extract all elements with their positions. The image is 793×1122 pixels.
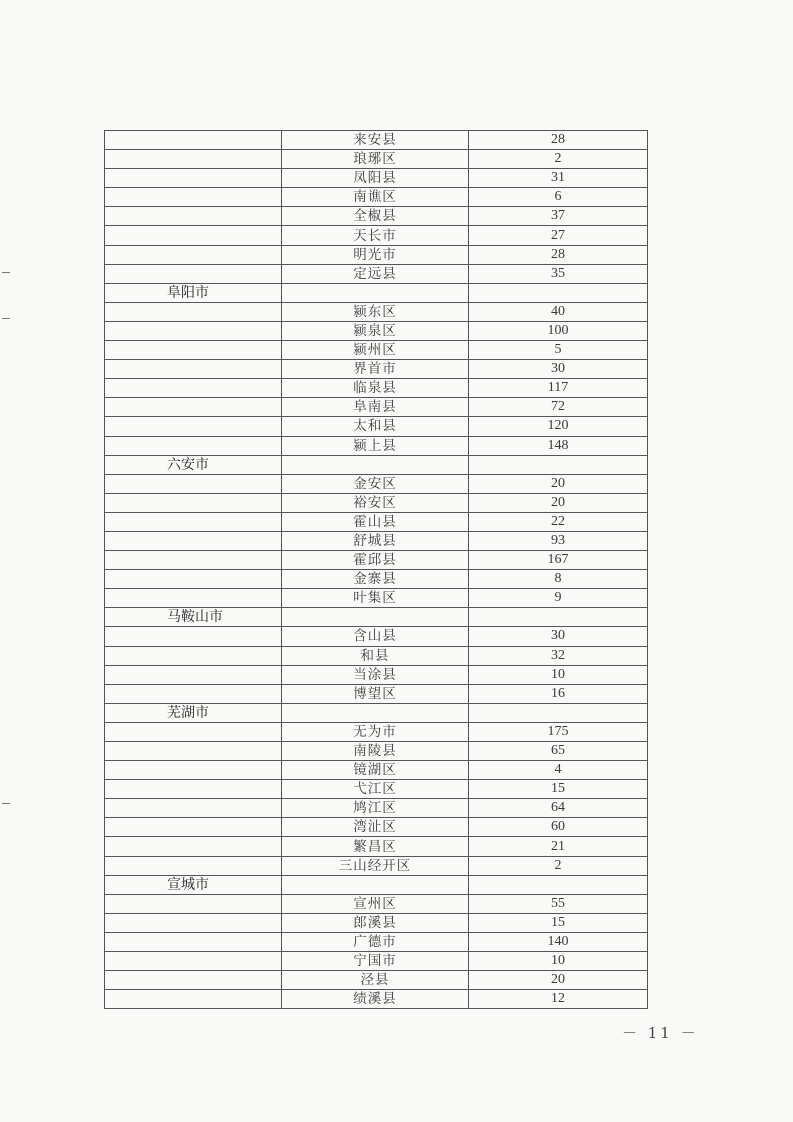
- value-cell: 9: [469, 589, 648, 608]
- table-row: [105, 818, 648, 837]
- county-cell: 阜南县: [282, 398, 469, 417]
- city-cell: [105, 379, 282, 398]
- table-row: [105, 188, 648, 207]
- value-cell: 140: [469, 932, 648, 951]
- city-cell: [105, 646, 282, 665]
- city-cell: [105, 722, 282, 741]
- county-cell: 临泉县: [282, 379, 469, 398]
- city-cell: [105, 913, 282, 932]
- city-cell: [105, 894, 282, 913]
- city-cell: [105, 799, 282, 818]
- value-cell: [469, 608, 648, 627]
- value-cell: 15: [469, 913, 648, 932]
- city-header-row: [105, 608, 648, 627]
- value-cell: 6: [469, 188, 648, 207]
- table-row: [105, 665, 648, 684]
- city-cell: [105, 341, 282, 360]
- city-header-row: [105, 455, 648, 474]
- city-cell: [105, 264, 282, 283]
- value-cell: 60: [469, 818, 648, 837]
- value-cell: 15: [469, 780, 648, 799]
- city-cell: [105, 761, 282, 780]
- city-cell: [105, 360, 282, 379]
- value-cell: 2: [469, 150, 648, 169]
- table-row: [105, 952, 648, 971]
- table-row: [105, 207, 648, 226]
- county-cell: 舒城县: [282, 531, 469, 550]
- value-cell: 120: [469, 417, 648, 436]
- county-cell: 霍山县: [282, 512, 469, 531]
- city-cell: [105, 226, 282, 245]
- city-cell: [105, 302, 282, 321]
- city-cell: [105, 551, 282, 570]
- table-row: [105, 245, 648, 264]
- table-row: [105, 264, 648, 283]
- city-cell: [105, 245, 282, 264]
- value-cell: 28: [469, 245, 648, 264]
- city-cell: [105, 531, 282, 550]
- table-row: [105, 169, 648, 188]
- value-cell: 10: [469, 665, 648, 684]
- city-cell: [105, 971, 282, 990]
- table-row: [105, 780, 648, 799]
- county-cell: 定远县: [282, 264, 469, 283]
- table-row: [105, 131, 648, 150]
- value-cell: 167: [469, 551, 648, 570]
- value-cell: 20: [469, 474, 648, 493]
- county-cell: 凤阳县: [282, 169, 469, 188]
- city-cell: [105, 321, 282, 340]
- table-row: [105, 761, 648, 780]
- value-cell: 100: [469, 321, 648, 340]
- table-row: [105, 360, 648, 379]
- county-cell: 绩溪县: [282, 990, 469, 1009]
- table-row: [105, 150, 648, 169]
- table-row: [105, 894, 648, 913]
- value-cell: [469, 703, 648, 722]
- table-row: [105, 398, 648, 417]
- county-cell: 和县: [282, 646, 469, 665]
- value-cell: 5: [469, 341, 648, 360]
- value-cell: 20: [469, 493, 648, 512]
- value-cell: 175: [469, 722, 648, 741]
- value-cell: 65: [469, 742, 648, 761]
- county-cell: 当涂县: [282, 665, 469, 684]
- city-cell: [105, 169, 282, 188]
- county-cell: 颍泉区: [282, 321, 469, 340]
- city-cell: [105, 512, 282, 531]
- county-cell: 叶集区: [282, 589, 469, 608]
- city-cell: 六安市: [105, 455, 282, 474]
- table-row: [105, 856, 648, 875]
- table-row: [105, 837, 648, 856]
- value-cell: 28: [469, 131, 648, 150]
- table-row: [105, 570, 648, 589]
- county-cell: 镜湖区: [282, 761, 469, 780]
- table-row: [105, 646, 648, 665]
- city-header-row: [105, 703, 648, 722]
- page-number: － 11 －: [622, 1024, 699, 1042]
- county-cell: 宣州区: [282, 894, 469, 913]
- table-row: [105, 627, 648, 646]
- table-row: [105, 531, 648, 550]
- city-cell: [105, 742, 282, 761]
- county-cell: 三山经开区: [282, 856, 469, 875]
- city-cell: [105, 837, 282, 856]
- county-cell: 宁国市: [282, 952, 469, 971]
- value-cell: 40: [469, 302, 648, 321]
- value-cell: [469, 875, 648, 894]
- city-cell: [105, 436, 282, 455]
- city-cell: [105, 684, 282, 703]
- county-cell: 颍上县: [282, 436, 469, 455]
- value-cell: 27: [469, 226, 648, 245]
- city-header-row: [105, 875, 648, 894]
- table-row: [105, 493, 648, 512]
- county-cell: 霍邱县: [282, 551, 469, 570]
- value-cell: 10: [469, 952, 648, 971]
- value-cell: 31: [469, 169, 648, 188]
- value-cell: 72: [469, 398, 648, 417]
- city-cell: [105, 856, 282, 875]
- county-cell: [282, 283, 469, 302]
- value-cell: 32: [469, 646, 648, 665]
- value-cell: 4: [469, 761, 648, 780]
- table-row: [105, 417, 648, 436]
- county-cell: 南陵县: [282, 742, 469, 761]
- city-cell: [105, 665, 282, 684]
- value-cell: 148: [469, 436, 648, 455]
- county-cell: 鸠江区: [282, 799, 469, 818]
- value-cell: 20: [469, 971, 648, 990]
- table-row: [105, 379, 648, 398]
- county-cell: 金安区: [282, 474, 469, 493]
- table-row: [105, 436, 648, 455]
- value-cell: 16: [469, 684, 648, 703]
- county-cell: [282, 875, 469, 894]
- table-row: [105, 512, 648, 531]
- table-row: [105, 226, 648, 245]
- city-cell: [105, 493, 282, 512]
- county-cell: 来安县: [282, 131, 469, 150]
- city-cell: [105, 131, 282, 150]
- city-cell: 宣城市: [105, 875, 282, 894]
- margin-mark: [2, 803, 10, 804]
- table-row: [105, 742, 648, 761]
- county-cell: 湾沚区: [282, 818, 469, 837]
- city-cell: [105, 952, 282, 971]
- value-cell: [469, 455, 648, 474]
- table-row: [105, 971, 648, 990]
- county-cell: 含山县: [282, 627, 469, 646]
- value-cell: 64: [469, 799, 648, 818]
- county-cell: 博望区: [282, 684, 469, 703]
- city-cell: 马鞍山市: [105, 608, 282, 627]
- value-cell: 2: [469, 856, 648, 875]
- county-cell: 颍东区: [282, 302, 469, 321]
- data-table: [104, 130, 648, 1009]
- city-cell: [105, 570, 282, 589]
- county-cell: 弋江区: [282, 780, 469, 799]
- city-cell: [105, 207, 282, 226]
- table-row: [105, 321, 648, 340]
- county-cell: 南谯区: [282, 188, 469, 207]
- county-cell: 裕安区: [282, 493, 469, 512]
- margin-mark: [2, 272, 10, 273]
- value-cell: 117: [469, 379, 648, 398]
- city-cell: 芜湖市: [105, 703, 282, 722]
- table-row: [105, 474, 648, 493]
- table-row: [105, 990, 648, 1009]
- county-cell: 无为市: [282, 722, 469, 741]
- value-cell: 12: [469, 990, 648, 1009]
- county-cell: 金寨县: [282, 570, 469, 589]
- city-cell: [105, 589, 282, 608]
- table-row: [105, 932, 648, 951]
- table-row: [105, 302, 648, 321]
- county-cell: 广德市: [282, 932, 469, 951]
- county-cell: 全椒县: [282, 207, 469, 226]
- table-body: [105, 131, 648, 1009]
- table-row: [105, 551, 648, 570]
- city-cell: [105, 627, 282, 646]
- value-cell: 22: [469, 512, 648, 531]
- margin-mark: [2, 318, 10, 319]
- value-cell: 8: [469, 570, 648, 589]
- table-row: [105, 722, 648, 741]
- county-cell: 天长市: [282, 226, 469, 245]
- city-cell: 阜阳市: [105, 283, 282, 302]
- county-cell: 琅琊区: [282, 150, 469, 169]
- value-cell: 55: [469, 894, 648, 913]
- county-cell: 界首市: [282, 360, 469, 379]
- county-cell: 明光市: [282, 245, 469, 264]
- value-cell: [469, 283, 648, 302]
- county-cell: [282, 703, 469, 722]
- county-cell: 繁昌区: [282, 837, 469, 856]
- county-cell: 颍州区: [282, 341, 469, 360]
- table-row: [105, 589, 648, 608]
- value-cell: 21: [469, 837, 648, 856]
- county-cell: 郎溪县: [282, 913, 469, 932]
- city-cell: [105, 932, 282, 951]
- table-row: [105, 684, 648, 703]
- city-cell: [105, 990, 282, 1009]
- table-row: [105, 799, 648, 818]
- data-table-container: [104, 130, 647, 1009]
- value-cell: 37: [469, 207, 648, 226]
- county-cell: [282, 455, 469, 474]
- county-cell: 泾县: [282, 971, 469, 990]
- city-cell: [105, 417, 282, 436]
- table-row: [105, 913, 648, 932]
- city-cell: [105, 150, 282, 169]
- value-cell: 30: [469, 627, 648, 646]
- city-cell: [105, 474, 282, 493]
- county-cell: 太和县: [282, 417, 469, 436]
- county-cell: [282, 608, 469, 627]
- city-cell: [105, 780, 282, 799]
- city-cell: [105, 188, 282, 207]
- table-row: [105, 341, 648, 360]
- city-cell: [105, 398, 282, 417]
- value-cell: 93: [469, 531, 648, 550]
- value-cell: 30: [469, 360, 648, 379]
- city-cell: [105, 818, 282, 837]
- value-cell: 35: [469, 264, 648, 283]
- city-header-row: [105, 283, 648, 302]
